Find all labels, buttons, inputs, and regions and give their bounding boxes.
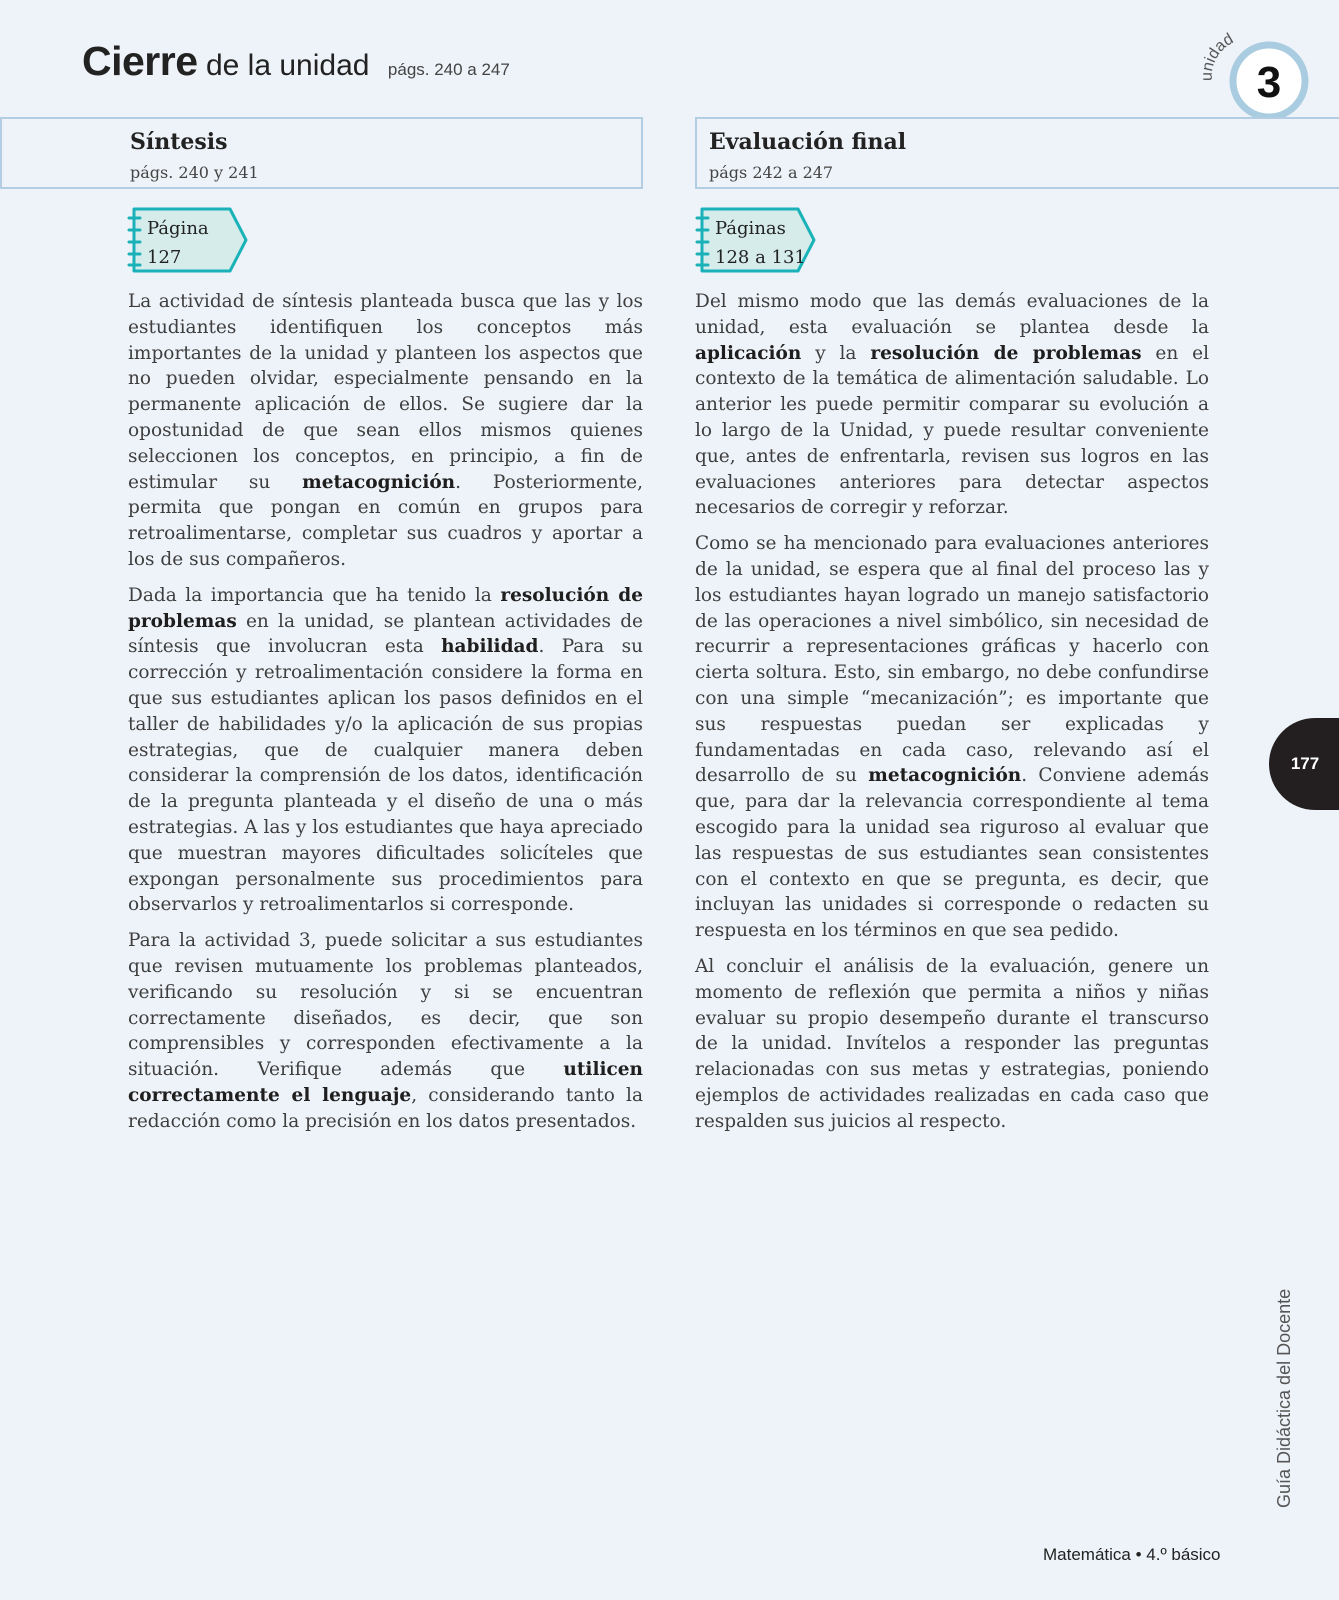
bold-term: metacognición bbox=[868, 765, 1022, 787]
unit-ring-icon bbox=[1196, 26, 1326, 126]
sintesis-body bbox=[128, 289, 643, 1145]
header-pages: págs. 240 a 247 bbox=[387, 60, 510, 79]
section-pages: págs 242 a 247 bbox=[709, 163, 834, 182]
text-run: Del mismo modo que las demás evaluaciones de la unidad, esta evaluación se plantea desde la bbox=[695, 291, 1209, 338]
paragraph bbox=[128, 583, 643, 918]
page-tag-text bbox=[715, 214, 806, 272]
paragraph bbox=[695, 289, 1209, 521]
unit-number: 3 bbox=[1256, 58, 1282, 107]
page-tag-left bbox=[126, 207, 252, 273]
text-run: Dada la importancia que ha tenido la bbox=[128, 584, 501, 606]
page-number-tab bbox=[1269, 718, 1339, 810]
page-number: 177 bbox=[1290, 754, 1320, 773]
page-tag-text bbox=[147, 214, 209, 272]
text-run: , considerando tanto la redacción como la precisión en los datos presentados. bbox=[128, 1084, 643, 1132]
text-run: y la bbox=[801, 342, 871, 364]
page-tag-label: Página bbox=[147, 218, 209, 239]
text-run: . Posteriormente, permita que pongan en común en grupos para retroalimentarse, completar sus cuadros y aportar a los de sus compañeros. bbox=[128, 471, 643, 570]
footer-subject: Matemática • 4.º básico bbox=[1043, 1545, 1221, 1564]
page-tag-label: Páginas bbox=[715, 218, 786, 239]
bold-term: habilidad bbox=[441, 636, 539, 658]
unit-badge bbox=[1196, 26, 1326, 126]
text-run: La actividad de síntesis planteada busca que las y los estudiantes identifiquen los conceptos más importantes de la unidad y planteen los aspectos que no pueden olvidar, especialmente pensando en la permanente aplicación de ellos. Se sugiere dar la opostunidad de que sean ellos mismos quienes seleccionen los conceptos, en principio, a fin de estimular su bbox=[128, 291, 643, 493]
section-header-evaluacion bbox=[695, 117, 1339, 189]
bold-term: aplicación bbox=[695, 342, 802, 364]
bold-term: utilicen correctamente el lenguaje bbox=[128, 1059, 643, 1106]
page-header bbox=[82, 38, 510, 85]
text-run: Para la actividad 3, puede solicitar a sus estudiantes que revisen mutuamente los problemas planteados, verificando su resolución y si se encuentran correctamente diseñados, es decir, que son comprensibles y corresponden efectivamente a la situación. Verifique además que bbox=[128, 930, 643, 1081]
section-title: Evaluación final bbox=[709, 129, 907, 155]
paragraph bbox=[128, 928, 643, 1134]
section-pages: págs. 240 y 241 bbox=[130, 163, 259, 182]
header-title-rest: de la unidad bbox=[205, 49, 370, 82]
unit-label: unidad bbox=[1198, 30, 1237, 82]
header-title-bold: Cierre bbox=[82, 38, 198, 84]
text-run: Al concluir el análisis de la evaluación, genere un momento de reflexión que permita a niños y niñas evaluar su propio desempeño durante el transcurso de la unidad. Invítelos a responder las preguntas relacionadas con sus metas y estrategias, poniendo ejemplos de actividades realizadas en cada caso que respalden sus juicios al respecto. bbox=[695, 955, 1209, 1132]
page-tag-right bbox=[694, 207, 820, 273]
text-run: Como se ha mencionado para evaluaciones anteriores de la unidad, se espera que al final del proceso las y los estudiantes hayan logrado un manejo satisfactorio de las operaciones a nivel simbólico, sin necesidad de recurrir a representaciones gráficas y hacerlo con cierta soltura. Esto, sin embargo, no debe confundirse con una simple “mecanización”; es importante que sus respuestas puedan ser explicadas y fundamentadas en cada caso, relevando así el desarrollo de su bbox=[695, 533, 1209, 787]
paragraph bbox=[695, 531, 1209, 944]
section-header-sintesis bbox=[0, 117, 643, 189]
evaluacion-body bbox=[695, 289, 1209, 1145]
text-run: en el contexto de la temática de alimentación saludable. Lo anterior les puede permitir comparar su evolución a lo largo de la Unidad, y puede resultar conveniente que, antes de enfrentarla, revisen sus logros en las evaluaciones anteriores para detectar aspectos necesarios de corregir y reforzar. bbox=[695, 342, 1210, 519]
text-run: . Conviene además que, para dar la relevancia correspondiente al tema escogido para la unidad sea riguroso al evaluar que las respuestas de sus estudiantes sean consistentes con el contexto en que se pregunta, es decir, que incluyan las unidades si corresponde o redacten su respuesta en los términos en que sea pedido. bbox=[695, 765, 1210, 942]
bold-term: resolución de problemas bbox=[128, 584, 643, 632]
bold-term: metacognición bbox=[302, 471, 456, 493]
paragraph bbox=[128, 289, 643, 573]
text-run: . Para su corrección y retroalimentación considere la forma en que sus estudiantes aplican los pasos definidos en el taller de habilidades y/o la aplicación de sus propias estrategias, que de cualquier manera deben considerar la comprensión de los datos, identificación de la pregunta planteada y el diseño de una o más estrategias. A las y los estudiantes que haya apreciado que muestran mayores dificultades solicíteles que expongan personalmente sus procedimientos para observarlos y retroalimentarlos si corresponde. bbox=[128, 636, 643, 916]
paragraph bbox=[695, 954, 1209, 1135]
bold-term: resolución de problemas bbox=[870, 342, 1142, 364]
side-title: Guía Didáctica del Docente bbox=[1274, 1288, 1294, 1508]
page-tag-number: 128 a 131 bbox=[715, 247, 806, 268]
page-tag-number: 127 bbox=[147, 247, 182, 268]
section-title: Síntesis bbox=[130, 129, 228, 155]
text-run: en la unidad, se plantean actividades de síntesis que involucran esta bbox=[128, 610, 643, 658]
